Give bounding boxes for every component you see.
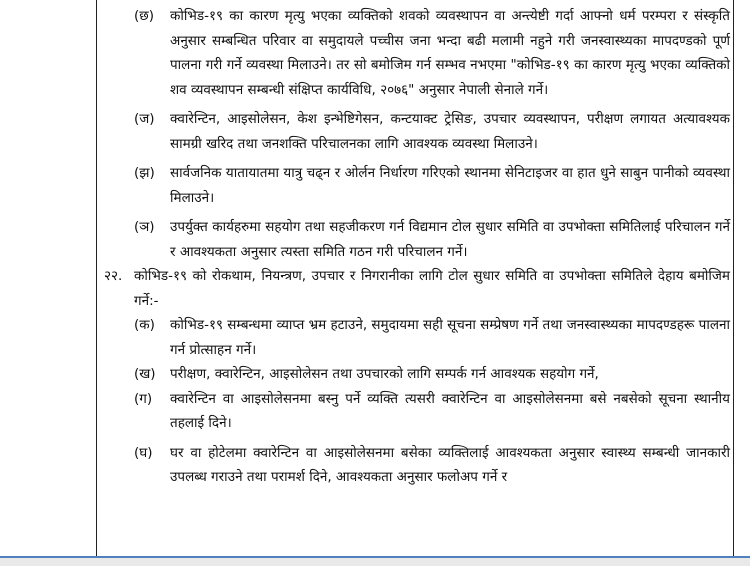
clause-nya	[104, 215, 730, 264]
document-body	[104, 4, 730, 490]
clause-text: घर वा होटेलमा क्वारेन्टिन वा आइसोलेसनमा बसेका व्यक्तिलाई आवश्यकता अनुसार स्वास्थ्य सम्बन्धी जानकारी उपलब्ध गराउने तथा परामर्श दिने, आवश्यकता अनुसार फलोअप गर्ने र	[170, 444, 730, 485]
clause-text: कोभिड-१९ का कारण मृत्यु भएका व्यक्तिको शवको व्यवस्थापन वा अन्त्येष्टी गर्दा आफ्नो धर्म परम्परा र संस्कृति अनुसार सम्बन्धित परिवार वा समुदायले पच्चीस जना भन्दा बढी मलामी नहुने गरी जनस्वास्थ्यका मापदण्डको पूर्ण पालना गरी गर्ने व्यवस्था मिलाउने। तर सो बमोजिम गर्न सम्भव नभएमा "कोभिड-१९ का कारण मृत्यु भएका व्यक्तिको शव व्यवस्थापन सम्बन्धी संक्षिप्त कार्यविधि, २०७६" अनुसार नेपाली सेनाले गर्ने।	[170, 8, 730, 98]
clause-ka	[104, 313, 730, 362]
clause-marker: (ख)	[134, 366, 156, 382]
clause-marker: (घ)	[134, 444, 153, 461]
section-22	[104, 264, 730, 313]
clause-ga	[104, 387, 730, 436]
clause-jha	[104, 161, 730, 210]
clause-text: क्वारेन्टिन, आइसोलेसन, केश इन्भेष्टिगेसन, कन्टयाक्ट ट्रेसिङ, उपचार व्यवस्थापन, परीक्षण लगायत अत्यावश्यक सामग्री खरिद तथा जनशक्ति परिचालनका लागि आवश्यक व्यवस्था मिलाउने।	[170, 111, 730, 152]
clause-text: क्वारेन्टिन वा आइसोलेसनमा बस्नु पर्ने व्यक्ति त्यसरी क्वारेन्टिन वा आइसोलेसनमा बसे नबसेको सूचना स्थानीय तहलाई दिने।	[170, 390, 730, 431]
clause-kha	[104, 362, 730, 387]
clause-marker: (छ)	[134, 8, 154, 24]
clause-gha	[104, 441, 730, 490]
clause-marker: (झ)	[134, 165, 155, 181]
right-margin-rule	[733, 0, 734, 556]
clause-marker: (क)	[134, 317, 155, 333]
section-text: कोभिड-१९ को रोकथाम, नियन्त्रण, उपचार र निगरानीका लागि टोल सुधार समिति वा उपभोक्ता समितिले देहाय बमोजिम गर्ने:-	[134, 268, 730, 309]
clause-marker: (ञ)	[134, 219, 155, 235]
section-number: २२.	[104, 268, 123, 284]
clause-text: परीक्षण, क्वारेन्टिन, आइसोलेसन तथा उपचारको लागि सम्पर्क गर्न आवश्यक सहयोग गर्ने,	[170, 366, 599, 382]
clause-marker: (ग)	[134, 390, 153, 407]
clause-text: कोभिड-१९ सम्बन्धमा व्याप्त भ्रम हटाउने, समुदायमा सही सूचना सम्प्रेषण गर्ने तथा जनस्वास्थ्यका मापदण्डहरू पालना गर्न प्रोत्साहन गर्ने।	[170, 317, 730, 358]
page-gap	[0, 558, 750, 566]
clause-text: उपर्युक्त कार्यहरुमा सहयोग तथा सहजीकरण गर्न विद्यमान टोल सुधार समिति वा उपभोक्ता समितिलाई परिचालन गर्ने र आवश्यकता अनुसार त्यस्ता समिति गठन गरी परिचालन गर्ने।	[170, 219, 730, 260]
clause-ja	[104, 107, 730, 156]
clause-text: सार्वजनिक यातायातमा यात्रु चढ्न र ओर्लन निर्धारण गरिएको स्थानमा सेनिटाइजर वा हात धुने साबुन पानीको व्यवस्था मिलाउने।	[170, 165, 730, 206]
left-margin-rule	[96, 0, 97, 556]
clause-marker: (ज)	[134, 111, 155, 127]
clause-chha	[104, 4, 730, 102]
